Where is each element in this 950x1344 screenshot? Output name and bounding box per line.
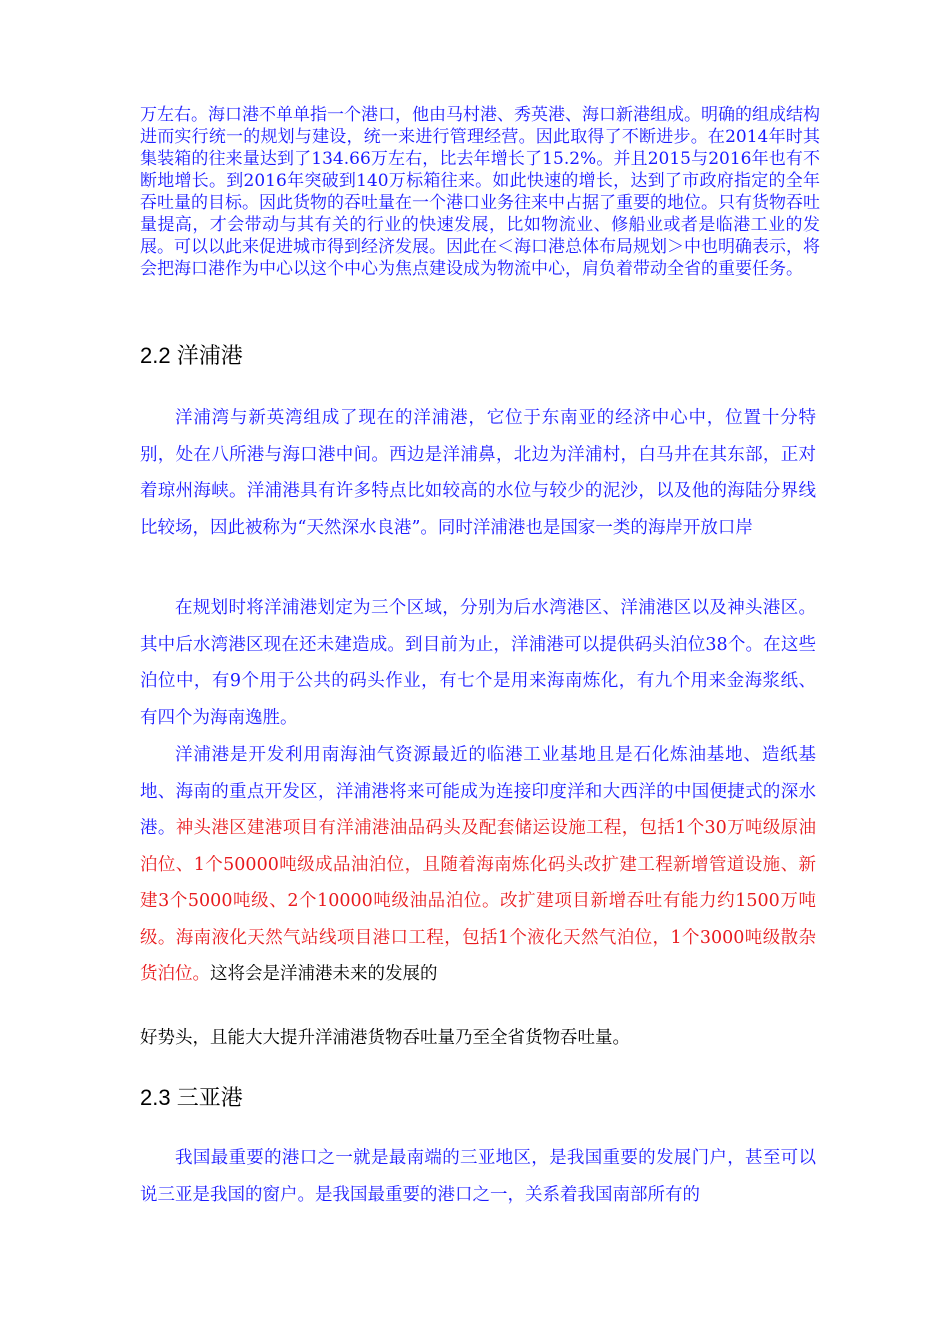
paragraph-3-blue-text: 洋浦港是开发利用南海油气资源最近的临港工业基地且是石化炼油基地、造纸基地、海南的重点开发区，洋浦港将来可能成为连接印度洋和大西洋的中国便捷式的深水港。	[140, 745, 816, 838]
paragraph-3-red-text: 神头港区建港项目有洋浦港油品码头及配套储运设施工程，包括1个30万吨级原油泊位、1个50000吨级成品油泊位，且随着海南炼化码头改扩建工程新增管道设施、新建3个5000吨级、2个10000吨级油品泊位。改扩建项目新增吞吐有能力约1500万吨级。海南液化天然气站线项目港口工程，包括1个液化天然气泊位，1个3000吨级散杂货泊位。	[140, 818, 817, 984]
section-2-2-paragraph-4: 好势头，且能大大提升洋浦港货物吞吐量乃至全省货物吞吐量。	[140, 1028, 630, 1048]
section-2-2-paragraph-3	[140, 737, 816, 993]
paragraph-3-black-text: 这将会是洋浦港未来的发展的	[210, 964, 438, 984]
section-2-1-tail-paragraph: 万左右。海口港不单单指一个港口，他由马村港、秀英港、海口新港组成。明确的组成结构进而实行统一的规划与建设，统一来进行管理经营。因此取得了不断进步。在2014年时其集装箱的往来量达到了134.66万左右，比去年增长了15.2%。并且2015与2016年也有不断地增长。到2016年突破到140万标箱往来。如此快速的增长，达到了市政府指定的全年吞吐量的目标。因此货物的吞吐量在一个港口业务往来中占据了重要的地位。只有货物吞吐量提高，才会带动与其有关的行业的快速发展，比如物流业、修船业或者是临港工业的发展。可以以此来促进城市得到经济发展。因此在＜海口港总体布局规划＞中也明确表示，将会把海口港作为中心以这个中心为焦点建设成为物流中心，肩负着带动全省的重要任务。	[140, 105, 820, 279]
section-2-3-paragraph-1: 我国最重要的港口之一就是最南端的三亚地区，是我国重要的发展门户，甚至可以说三亚是我国的窗户。是我国最重要的港口之一，关系着我国南部所有的	[140, 1148, 816, 1205]
section-2-3-heading: 2.3 三亚港	[140, 1085, 243, 1110]
section-2-2-heading: 2.2 洋浦港	[140, 343, 243, 368]
section-2-2-paragraph-1: 洋浦湾与新英湾组成了现在的洋浦港，它位于东南亚的经济中心中，位置十分特别，处在八所港与海口港中间。西边是洋浦鼻，北边为洋浦村，白马井在其东部，正对着琼州海峡。洋浦港具有许多特点比如较高的水位与较少的泥沙，以及他的海陆分界线比较场，因此被称为“天然深水良港”。同时洋浦港也是国家一类的海岸开放口岸	[140, 408, 816, 538]
section-2-2-paragraph-2: 在规划时将洋浦港划定为三个区域，分别为后水湾港区、洋浦港区以及神头港区。其中后水湾港区现在还未建造成。到目前为止，洋浦港可以提供码头泊位38个。在这些泊位中，有9个用于公共的码头作业，有七个是用来海南炼化，有九个用来金海浆纸、有四个为海南逸胜。	[140, 598, 816, 728]
